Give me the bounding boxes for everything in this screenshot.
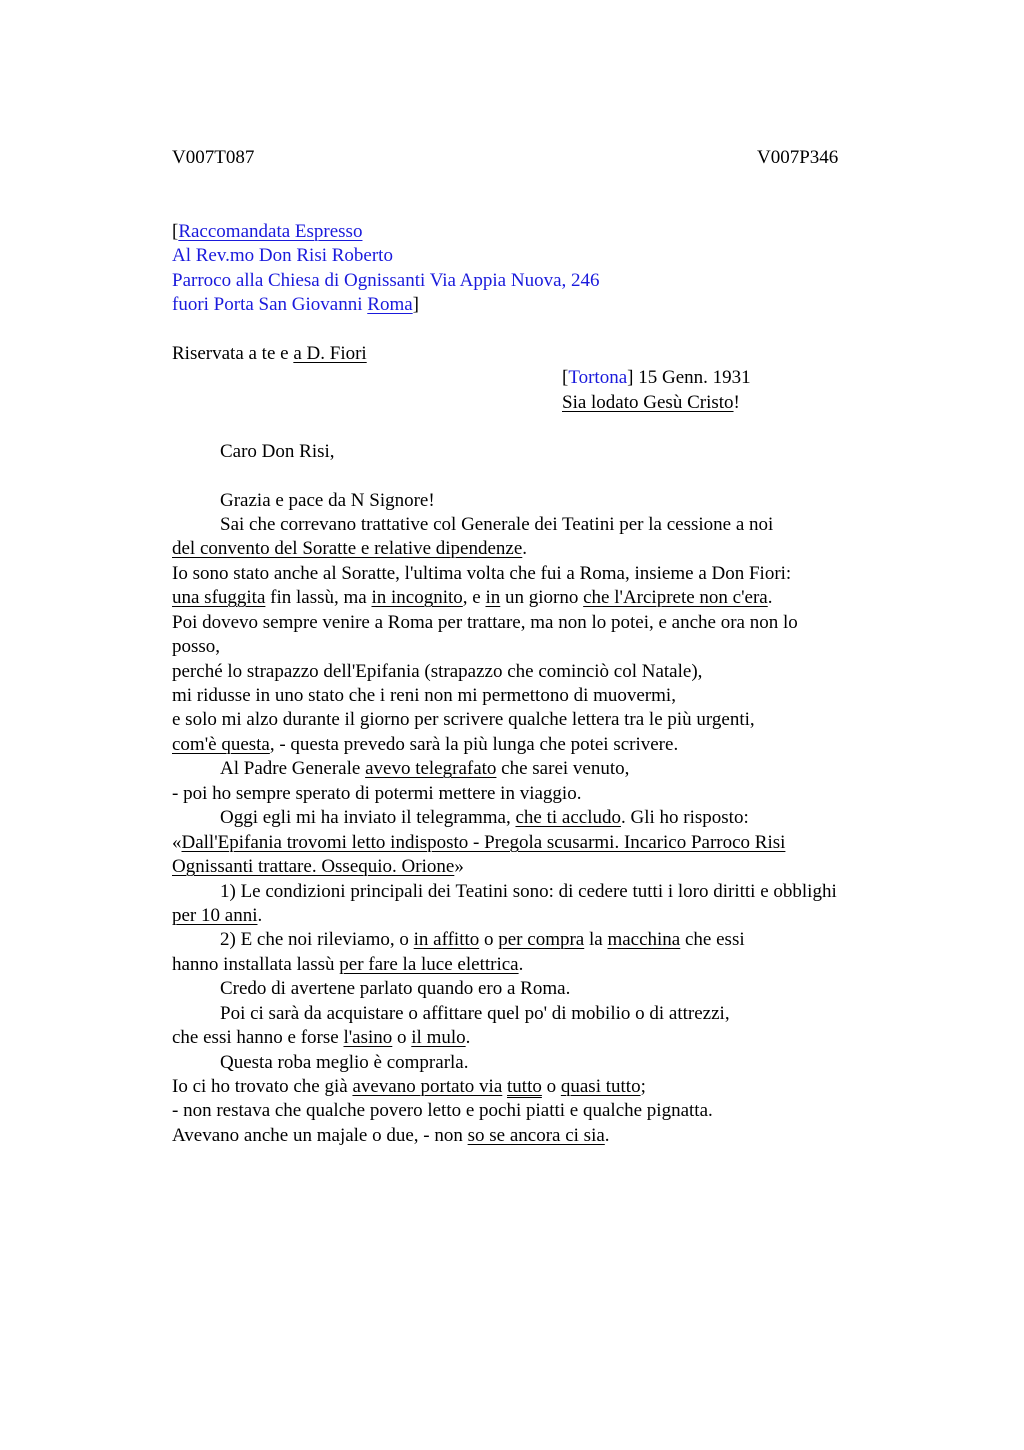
address-line-3: Parroco alla Chiesa di Ognissanti Via Appia Nuova, 246 bbox=[172, 270, 600, 291]
body-line-24: Io ci ho trovato che già avevano portato via tutto o quasi tutto; bbox=[172, 1076, 646, 1097]
address-district: fuori Porta San Giovanni bbox=[172, 294, 368, 315]
body-line-17: per 10 anni. bbox=[172, 905, 263, 926]
address-line-4 bbox=[172, 293, 419, 317]
reserved-note: Riservata a te e a D. Fiori bbox=[172, 343, 367, 364]
body-line-22: che essi hanno e forse l'asino o il mulo. bbox=[172, 1027, 471, 1048]
telegram-line-2: Ognissanti trattare. Ossequio. Orione» bbox=[172, 856, 464, 877]
body-line-9: e solo mi alzo durante il giorno per scrivere qualche lettera tra le più urgenti, bbox=[172, 709, 755, 730]
body-line-5: Poi dovevo sempre venire a Roma per trattare, ma non lo potei, e anche ora non lo bbox=[172, 612, 798, 633]
body-line-7: perché lo strapazzo dell'Epifania (strapazzo che cominciò col Natale), bbox=[172, 661, 703, 682]
body-line-25: - non restava che qualche povero letto e pochi piatti e qualche pignatta. bbox=[172, 1100, 713, 1121]
praise-line: Sia lodato Gesù Cristo! bbox=[562, 392, 740, 413]
body-line-18: 2) E che noi rileviamo, o in affitto o per compra la macchina che essi bbox=[220, 929, 745, 950]
bracket-close: ] bbox=[412, 294, 419, 315]
address-line-1 bbox=[172, 220, 362, 244]
reserved-underlined: a D. Fiori bbox=[293, 343, 367, 364]
salutation: Caro Don Risi, bbox=[220, 441, 335, 462]
body-line-19: hanno installata lassù per fare la luce elettrica. bbox=[172, 954, 524, 975]
telegram-line-1: «Dall'Epifania trovomi letto indisposto - Pregola scusarmi. Incarico Parroco Risi bbox=[172, 832, 786, 853]
address-line-2: Al Rev.mo Don Risi Roberto bbox=[172, 245, 393, 266]
body-line-12: - poi ho sempre sperato di potermi mettere in viaggio. bbox=[172, 783, 582, 804]
dateline: [Tortona] 15 Genn. 1931 bbox=[562, 367, 751, 388]
body-line-11: Al Padre Generale avevo telegrafato che sarei venuto, bbox=[220, 758, 630, 779]
body-line-26: Avevano anche un majale o due, - non so se ancora ci sia. bbox=[172, 1125, 610, 1146]
body-line-23: Questa roba meglio è comprarla. bbox=[220, 1052, 469, 1073]
document-code-right: V007P346 bbox=[757, 147, 839, 168]
body-line-16: 1) Le condizioni principali dei Teatini sono: di cedere tutti i loro diritti e obblighi bbox=[220, 881, 837, 902]
body-line-20: Credo di avertene parlato quando ero a Roma. bbox=[220, 978, 571, 999]
body-line-6: posso, bbox=[172, 636, 221, 657]
body-line-21: Poi ci sarà da acquistare o affittare quel po' di mobilio o di attrezzi, bbox=[220, 1003, 730, 1024]
body-line-2: del convento del Soratte e relative dipendenze. bbox=[172, 538, 528, 559]
place-name: Tortona bbox=[568, 367, 628, 388]
body-line-1: Sai che correvano trattative col Generale dei Teatini per la cessione a noi bbox=[220, 514, 774, 535]
delivery-type-link[interactable]: Raccomandata Espresso bbox=[178, 221, 363, 242]
body-line-10: com'è questa, - questa prevedo sarà la più lunga che potei scrivere. bbox=[172, 734, 679, 755]
body-line-3: Io sono stato anche al Soratte, l'ultima volta che fui a Roma, insieme a Don Fiori: bbox=[172, 563, 792, 584]
document-code-left: V007T087 bbox=[172, 147, 255, 168]
bracket-open: [ bbox=[172, 221, 179, 242]
body-line-8: mi ridusse in uno stato che i reni non mi permettono di muovermi, bbox=[172, 685, 676, 706]
city-link[interactable]: Roma bbox=[367, 294, 413, 315]
body-line-13: Oggi egli mi ha inviato il telegramma, che ti accludo. Gli ho risposto: bbox=[220, 807, 749, 828]
blessing: Grazia e pace da N Signore! bbox=[220, 490, 435, 511]
body-line-4: una sfuggita fin lassù, ma in incognito, e in un giorno che l'Arciprete non c'era. bbox=[172, 587, 773, 608]
